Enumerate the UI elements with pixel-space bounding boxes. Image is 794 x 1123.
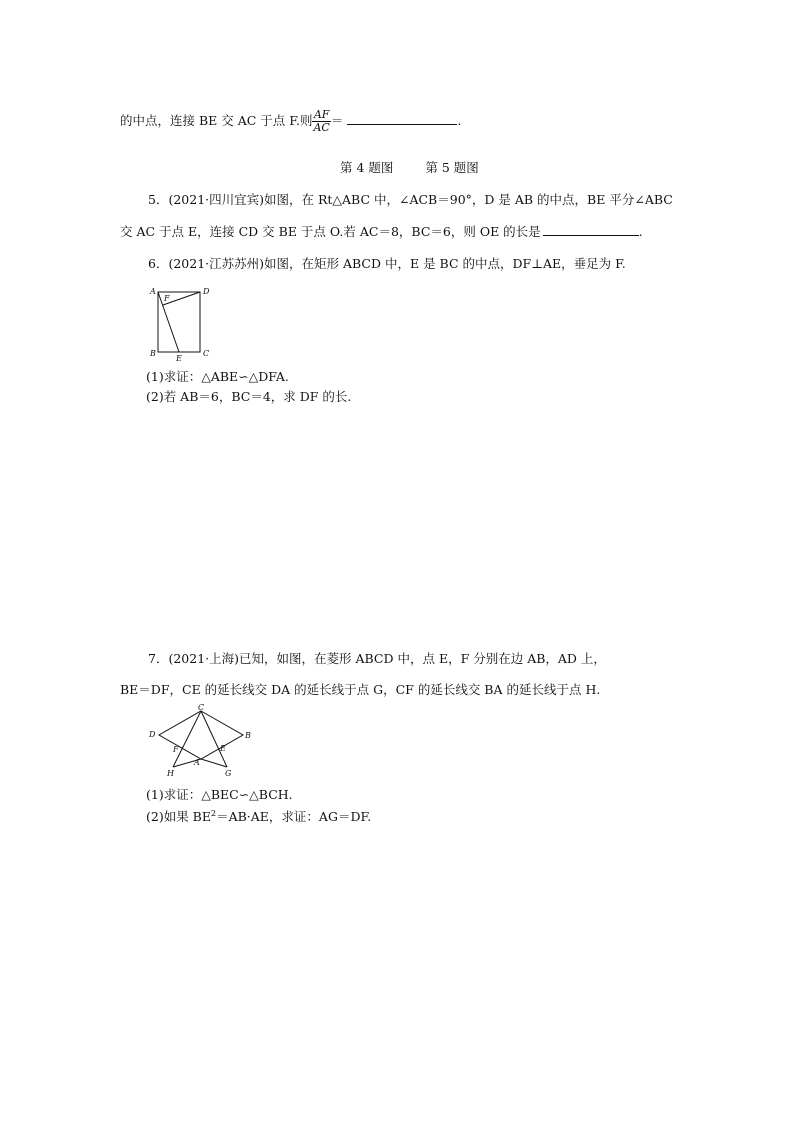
q7-label-c: C — [198, 703, 205, 712]
q7-part1: (1)求证：△BEC∽△BCH. — [146, 787, 293, 802]
q7-label-b: B — [245, 731, 251, 740]
q4-answer-blank — [347, 112, 457, 125]
q5-end: . — [638, 224, 643, 239]
q7-rhombus-abcd — [159, 711, 243, 759]
q6-label-b: B — [150, 349, 156, 358]
figure-captions — [340, 160, 479, 176]
q5-line2 — [120, 223, 643, 240]
q7-label-g: G — [225, 769, 232, 778]
q6-label-a: A — [150, 287, 156, 296]
q7-label-f: F — [173, 745, 179, 754]
q4-tail-text: 的中点，连接 BE 交 AC 于点 F.则 — [120, 113, 313, 128]
q4-end: . — [457, 113, 462, 128]
q5-answer-blank — [543, 223, 639, 236]
q6-part1: (1)求证：△ABE∽△DFA. — [146, 369, 289, 384]
q6-line1: 6．(2021·江苏苏州)如图，在矩形 ABCD 中，E 是 BC 的中点，DF⊥AE，垂足为 F. — [148, 256, 626, 271]
fig4-caption: 第 4 题图 — [340, 160, 394, 175]
q7-label-d: D — [149, 730, 156, 739]
q7-label-h: H — [167, 769, 174, 778]
q5-line1: 5．(2021·四川宜宾)如图，在 Rt△ABC 中，∠ACB＝90°，D 是 AB 的中点，BE 平分∠ABC — [148, 192, 673, 207]
q7-part2 — [146, 806, 371, 825]
q6-label-e: E — [176, 354, 182, 363]
fig5-caption: 第 5 题图 — [425, 160, 479, 175]
q7-part2-sup: 2 — [211, 809, 217, 818]
q6-part2: (2)若 AB＝6，BC＝4，求 DF 的长. — [146, 389, 352, 404]
q6-rectangle-figure — [145, 283, 215, 363]
q6-label-d: D — [203, 287, 210, 296]
q7-rhombus-figure — [145, 703, 255, 778]
q4-tail-line — [120, 109, 461, 134]
q5-line2-text: 交 AC 于点 E，连接 CD 交 BE 于点 O.若 AC＝8，BC＝6，则 OE 的长是 — [120, 224, 541, 239]
q7-part2-post: ＝AB·AE，求证：AG＝DF. — [216, 809, 372, 825]
q7-segment-dg — [201, 759, 227, 767]
q4-frac-numerator: AF — [313, 108, 330, 121]
q7-part2-pre: (2)如果 BE — [146, 809, 211, 825]
q4-frac-denominator: AC — [313, 121, 330, 134]
q4-fraction — [312, 109, 330, 134]
q7-label-a: A — [194, 758, 200, 767]
q6-label-c: C — [203, 349, 210, 358]
q7-line1: 7．(2021·上海)已知，如图，在菱形 ABCD 中，点 E，F 分别在边 AB，AD 上， — [148, 651, 606, 666]
q6-label-f: F — [164, 294, 170, 303]
q7-segment-cg — [201, 711, 227, 767]
q7-line2: BE＝DF，CE 的延长线交 DA 的延长线于点 G，CF 的延长线交 BA 的延长线于点 H. — [120, 682, 601, 697]
q7-label-e: E — [220, 744, 226, 753]
q4-equals: ＝ — [330, 113, 344, 128]
